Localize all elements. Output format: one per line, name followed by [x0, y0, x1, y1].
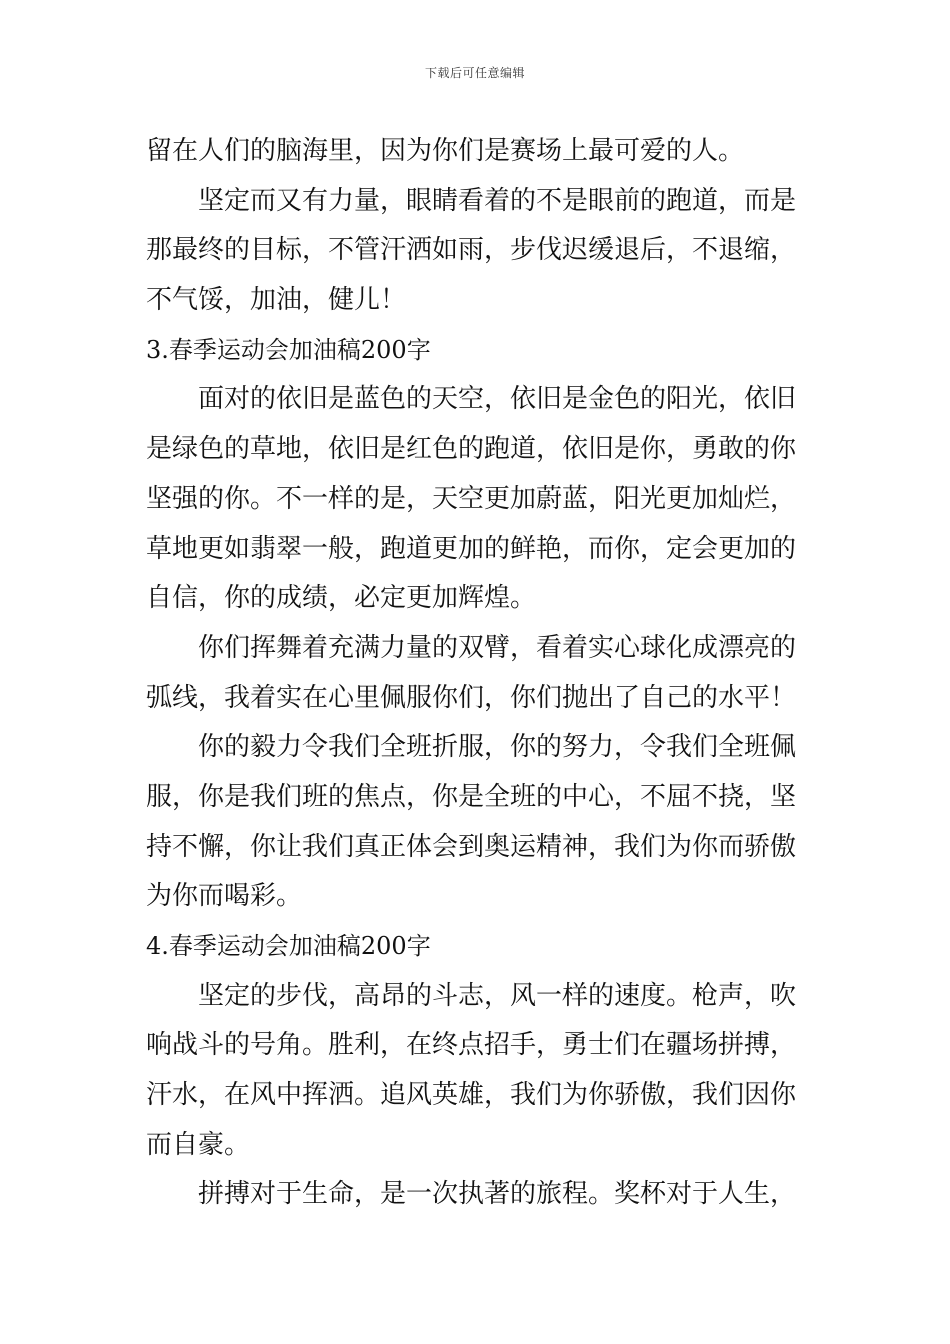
section-heading: 4.春季运动会加油稿200字 — [146, 932, 431, 960]
text-line: 不气馁，加油，健儿！ — [146, 285, 407, 316]
text-line: 持不懈，你让我们真正体会到奥运精神，我们为你而骄傲 — [146, 831, 797, 862]
text-line: 服，你是我们班的焦点，你是全班的中心，不屈不挠，坚 — [146, 781, 797, 812]
text-line: 是绿色的草地，依旧是红色的跑道，依旧是你，勇敢的你 — [146, 434, 797, 465]
text-line: 为你而喝彩。 — [146, 881, 303, 912]
text-line: 你的毅力令我们全班折服，你的努力，令我们全班佩 — [198, 732, 797, 763]
text-line: 坚定而又有力量，眼睛看着的不是眼前的跑道，而是 — [198, 185, 797, 216]
text-line: 自信，你的成绩，必定更加辉煌。 — [146, 583, 537, 614]
text-line: 弧线，我着实在心里佩服你们，你们抛出了自己的水平！ — [146, 682, 797, 713]
text-line: 面对的依旧是蓝色的天空，依旧是金色的阳光，依旧 — [198, 384, 797, 415]
text-line: 留在人们的脑海里，因为你们是赛场上最可爱的人。 — [146, 136, 745, 166]
text-line: 那最终的目标，不管汗洒如雨，步伐迟缓退后，不退缩， — [146, 235, 797, 266]
section-heading: 3.春季运动会加油稿200字 — [146, 335, 431, 364]
text-line: 坚强的你。不一样的是，天空更加蔚蓝，阳光更加灿烂， — [146, 483, 797, 514]
text-line: 汗水，在风中挥洒。追风英雄，我们为你骄傲，我们因你 — [146, 1080, 797, 1111]
text-line: 草地更如翡翠一般，跑道更加的鲜艳，而你，定会更加的 — [146, 533, 797, 564]
text-line: 而自豪。 — [146, 1129, 251, 1160]
text-line: 你们挥舞着充满力量的双臂，看着实心球化成漂亮的 — [198, 632, 797, 663]
text-line: 响战斗的号角。胜利，在终点招手，勇士们在疆场拼搏， — [146, 1030, 797, 1061]
text-line: 坚定的步伐，高昂的斗志，风一样的速度。枪声，吹 — [198, 980, 797, 1011]
text-line: 拼搏对于生命，是一次执著的旅程。奖杯对于人生， — [198, 1179, 797, 1210]
document-body — [146, 127, 808, 1220]
header-note: 下载后可任意编辑 — [424, 66, 525, 80]
